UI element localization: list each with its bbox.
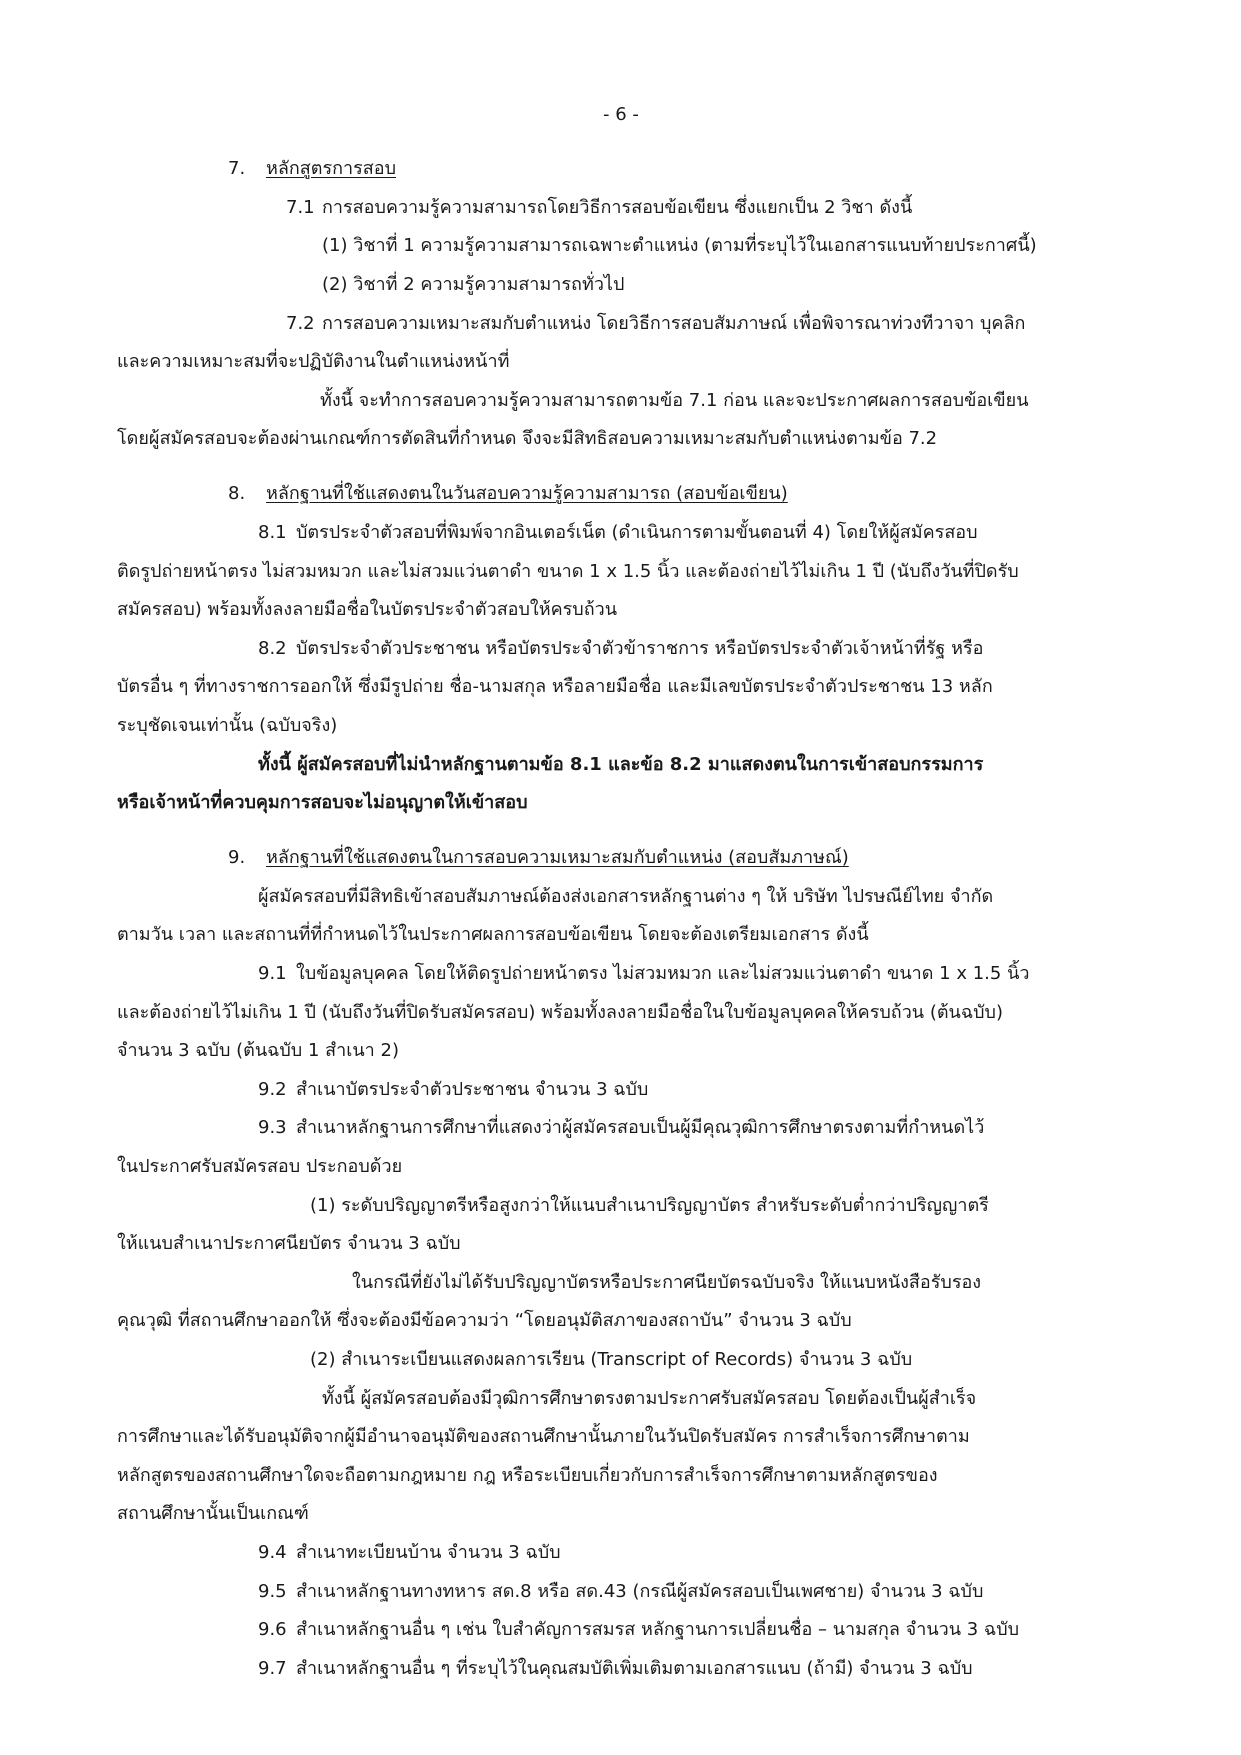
section-9-note-2: การศึกษาและได้รับอนุมัติจากผู้มีอำนาจอนุมัติของสถานศึกษานั้นภายในวันปิดรับสมัคร การสำเร็จการศึกษาตาม (117, 1426, 970, 1447)
section-7-title: หลักสูตรการสอบ (266, 158, 397, 179)
item-8-1-text-cont-2: สมัครสอบ) พร้อมทั้งลงลายมือชื่อในบัตรประจำตัวสอบให้ครบถ้วน (117, 599, 618, 620)
section-9-intro-2: ตามวัน เวลา และสถานที่ที่กำหนดไว้ในประกาศผลการสอบข้อเขียน โดยจะต้องเตรียมเอกสาร ดังนี้ (117, 924, 869, 945)
item-9-5-text: สำเนาหลักฐานทางทหาร สด.8 หรือ สด.43 (กรณีผู้สมัครสอบเป็นเพศชาย) จำนวน 3 ฉบับ (296, 1581, 984, 1602)
page-number: - 6 - (603, 104, 639, 125)
item-9-3-sub-1-note-cont: คุณวุฒิ ที่สถานศึกษาออกให้ ซึ่งจะต้องมีข้อความว่า “โดยอนุมัติสภาของสถาบัน” จำนวน 3 ฉบับ (117, 1310, 852, 1331)
item-8-2-text-cont-1: บัตรอื่น ๆ ที่ทางราชการออกให้ ซึ่งมีรูปถ่าย ชื่อ-นามสกุล หรือลายมือชื่อ และมีเลขบัตรประจำตัวประชาชน 13 หลัก (117, 676, 993, 697)
section-7-note-1: ทั้งนี้ จะทำการสอบความรู้ความสามารถตามข้อ 7.1 ก่อน และจะประกาศผลการสอบข้อเขียน (320, 390, 1029, 411)
item-9-3-text: สำเนาหลักฐานการศึกษาที่แสดงว่าผู้สมัครสอบเป็นผู้มีคุณวุฒิการศึกษาตรงตามที่กำหนดไว้ (296, 1117, 985, 1138)
item-9-7-number: 9.7 (258, 1658, 287, 1679)
item-9-2-number: 9.2 (258, 1079, 287, 1100)
item-9-1-text: ใบข้อมูลบุคคล โดยให้ติดรูปถ่ายหน้าตรง ไม่สวมหมวก และไม่สวมแว่นตาดำ ขนาด 1 x 1.5 นิ้ว (296, 963, 1030, 984)
item-8-2-text: บัตรประจำตัวประชาชน หรือบัตรประจำตัวข้าราชการ หรือบัตรประจำตัวเจ้าหน้าที่รัฐ หรือ (296, 638, 984, 659)
item-9-7-text: สำเนาหลักฐานอื่น ๆ ที่ระบุไว้ในคุณสมบัติเพิ่มเติมตามเอกสารแนบ (ถ้ามี) จำนวน 3 ฉบับ (296, 1658, 973, 1679)
item-9-3-sub-1-cont: ให้แนบสำเนาประกาศนียบัตร จำนวน 3 ฉบับ (117, 1233, 461, 1254)
item-7-2-text-cont: และความเหมาะสมที่จะปฏิบัติงานในตำแหน่งหน้าที่ (117, 351, 510, 372)
section-9-title: หลักฐานที่ใช้แสดงตนในการสอบความเหมาะสมกับตำแหน่ง (สอบสัมภาษณ์) (266, 847, 849, 868)
item-9-3-number: 9.3 (258, 1117, 287, 1138)
section-9-note-1: ทั้งนี้ ผู้สมัครสอบต้องมีวุฒิการศึกษาตรงตามประกาศรับสมัครสอบ โดยต้องเป็นผู้สำเร็จ (322, 1388, 977, 1409)
section-9-number: 9. (228, 847, 246, 868)
item-8-1-text: บัตรประจำตัวสอบที่พิมพ์จากอินเตอร์เน็ต (ดำเนินการตามขั้นตอนที่ 4) โดยให้ผู้สมัครสอบ (296, 522, 978, 543)
item-8-1-number: 8.1 (258, 522, 287, 543)
item-7-2-number: 7.2 (286, 313, 315, 334)
section-8-bold-note-2: หรือเจ้าหน้าที่ควบคุมการสอบจะไม่อนุญาตให้เข้าสอบ (117, 792, 528, 813)
item-8-2-text-cont-2: ระบุชัดเจนเท่านั้น (ฉบับจริง) (117, 715, 338, 736)
item-7-1-text: การสอบความรู้ความสามารถโดยวิธีการสอบข้อเขียน ซึ่งแยกเป็น 2 วิชา ดังนี้ (322, 197, 913, 218)
item-9-5-number: 9.5 (258, 1581, 287, 1602)
item-7-1-sub-1: (1) วิชาที่ 1 ความรู้ความสามารถเฉพาะตำแหน่ง (ตามที่ระบุไว้ในเอกสารแนบท้ายประกาศนี้) (322, 235, 1037, 256)
item-8-2-number: 8.2 (258, 638, 287, 659)
item-9-3-text-cont: ในประกาศรับสมัครสอบ ประกอบด้วย (117, 1156, 403, 1177)
item-9-6-text: สำเนาหลักฐานอื่น ๆ เช่น ใบสำคัญการสมรส หลักฐานการเปลี่ยนชื่อ – นามสกุล จำนวน 3 ฉบับ (296, 1619, 1020, 1640)
item-9-1-text-cont-1: และต้องถ่ายไว้ไม่เกิน 1 ปี (นับถึงวันที่ปิดรับสมัครสอบ) พร้อมทั้งลงลายมือชื่อในใบข้อมูลบุคคลให้ครบถ้วน (ต้นฉบับ) (117, 1002, 1003, 1023)
item-9-4-text: สำเนาทะเบียนบ้าน จำนวน 3 ฉบับ (296, 1542, 561, 1563)
item-7-1-sub-2: (2) วิชาที่ 2 ความรู้ความสามารถทั่วไป (322, 274, 625, 295)
section-9-intro-1: ผู้สมัครสอบที่มีสิทธิเข้าสอบสัมภาษณ์ต้องส่งเอกสารหลักฐานต่าง ๆ ให้ บริษัท ไปรษณีย์ไทย จำกัด (258, 886, 994, 907)
item-9-4-number: 9.4 (258, 1542, 287, 1563)
section-9-note-3: หลักสูตรของสถานศึกษาใดจะถือตามกฎหมาย กฎ หรือระเบียบเกี่ยวกับการสำเร็จการศึกษาตามหลักสูตรของ (117, 1465, 938, 1486)
item-9-3-sub-2: (2) สำเนาระเบียนแสดงผลการเรียน (Transcript of Records) จำนวน 3 ฉบับ (310, 1349, 913, 1370)
section-9-note-4: สถานศึกษานั้นเป็นเกณฑ์ (117, 1503, 309, 1524)
section-7-note-2: โดยผู้สมัครสอบจะต้องผ่านเกณฑ์การตัดสินที่กำหนด จึงจะมีสิทธิสอบความเหมาะสมกับตำแหน่งตามข้อ 7.2 (117, 428, 938, 449)
section-8-bold-note-1: ทั้งนี้ ผู้สมัครสอบที่ไม่นำหลักฐานตามข้อ 8.1 และข้อ 8.2 มาแสดงตนในการเข้าสอบกรรมการ (258, 754, 984, 775)
section-8-number: 8. (228, 483, 246, 504)
item-9-3-sub-1-note: ในกรณีที่ยังไม่ได้รับปริญญาบัตรหรือประกาศนียบัตรฉบับจริง ให้แนบหนังสือรับรอง (352, 1272, 982, 1293)
item-9-1-number: 9.1 (258, 963, 287, 984)
item-9-1-text-cont-2: จำนวน 3 ฉบับ (ต้นฉบับ 1 สำเนา 2) (117, 1040, 399, 1061)
item-9-2-text: สำเนาบัตรประจำตัวประชาชน จำนวน 3 ฉบับ (296, 1079, 649, 1100)
item-9-3-sub-1: (1) ระดับปริญญาตรีหรือสูงกว่าให้แนบสำเนาปริญญาบัตร สำหรับระดับต่ำกว่าปริญญาตรี (310, 1195, 989, 1216)
item-7-2-text: การสอบความเหมาะสมกับตำแหน่ง โดยวิธีการสอบสัมภาษณ์ เพื่อพิจารณาท่วงทีวาจา บุคลิก (322, 313, 1026, 334)
item-7-1-number: 7.1 (286, 197, 315, 218)
section-7-number: 7. (228, 158, 246, 179)
item-9-6-number: 9.6 (258, 1619, 287, 1640)
item-8-1-text-cont-1: ติดรูปถ่ายหน้าตรง ไม่สวมหมวก และไม่สวมแว่นตาดำ ขนาด 1 x 1.5 นิ้ว และต้องถ่ายไว้ไม่เกิน 1 ปี (นับถึงวันที่ปิดรับ (117, 561, 1019, 582)
section-8-title: หลักฐานที่ใช้แสดงตนในวันสอบความรู้ความสามารถ (สอบข้อเขียน) (266, 483, 788, 504)
